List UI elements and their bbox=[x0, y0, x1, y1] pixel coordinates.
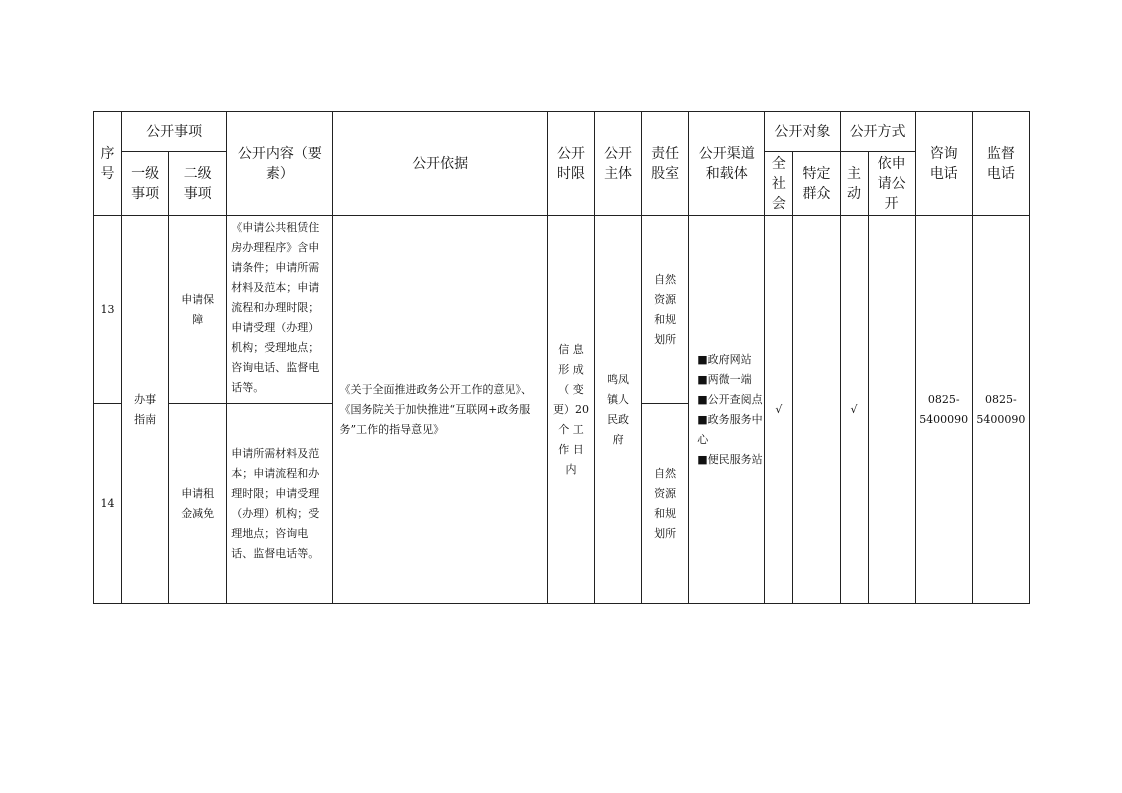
row-seq: 14 bbox=[94, 404, 122, 604]
channel-item: ■ 政务服务中心 bbox=[689, 410, 764, 450]
table-row bbox=[94, 216, 1030, 404]
square-bullet-icon bbox=[697, 353, 707, 366]
time-limit: 信 息 形 成 （ 变 更）20 个 工 作 日 内 bbox=[547, 216, 594, 604]
header-time-limit: 公开 时限 bbox=[547, 112, 594, 216]
header-content: 公开内容（要 素） bbox=[227, 112, 333, 216]
level1-item: 办事 指南 bbox=[122, 216, 169, 604]
responsible-dept: 自然 资源 和规 划所 bbox=[642, 216, 689, 404]
channel-item: ■ 政府网站 bbox=[689, 350, 764, 370]
header-channel: 公开渠道 和载体 bbox=[689, 112, 765, 216]
consult-phone: 0825-5400090 bbox=[915, 216, 972, 604]
header-level2: 二级 事项 bbox=[169, 152, 227, 216]
disclosure-content: 申请所需材料及范本；申请流程和办理时限；申请受理（办理）机构；受理地点；咨询电话、监督电话等。 bbox=[227, 404, 333, 604]
disclosure-subject: 鸣凤 镇人 民政 府 bbox=[595, 216, 642, 604]
header-items-group: 公开事项 bbox=[122, 112, 227, 152]
header-supervise-phone: 监督 电话 bbox=[972, 112, 1029, 216]
channel-item: ■ 便民服务站 bbox=[689, 450, 764, 470]
square-bullet-icon bbox=[697, 373, 707, 386]
header-seq: 序 号 bbox=[94, 112, 122, 216]
method-active-check: √ bbox=[840, 216, 868, 604]
header-dept: 责任 股室 bbox=[642, 112, 689, 216]
header-method-group: 公开方式 bbox=[840, 112, 915, 152]
method-request-check bbox=[868, 216, 915, 604]
header-method-active: 主 动 bbox=[840, 152, 868, 216]
header-target-all: 全 社 会 bbox=[765, 152, 793, 216]
header-target-group: 公开对象 bbox=[765, 112, 840, 152]
disclosure-content: 《申请公共租赁住房办理程序》含申请条件；申请所需材料及范本；申请流程和办理时限；申请受理（办理）机构；受理地点；咨询电话、监督电话等。 bbox=[227, 216, 333, 404]
header-level1: 一级 事项 bbox=[122, 152, 169, 216]
square-bullet-icon bbox=[697, 413, 707, 426]
target-specific-check bbox=[793, 216, 840, 604]
square-bullet-icon bbox=[697, 453, 707, 466]
responsible-dept: 自然 资源 和规 划所 bbox=[642, 404, 689, 604]
channel-item: ■ 两微一端 bbox=[689, 370, 764, 390]
level2-item: 申请保 障 bbox=[169, 216, 227, 404]
channel-item: ■ 公开查阅点 bbox=[689, 390, 764, 410]
header-basis: 公开依据 bbox=[333, 112, 547, 216]
target-all-check: √ bbox=[765, 216, 793, 604]
row-seq: 13 bbox=[94, 216, 122, 404]
channel-list bbox=[689, 216, 765, 604]
disclosure-table bbox=[93, 111, 1030, 604]
disclosure-basis: 《关于全面推进政务公开工作的意见》、《国务院关于加快推进“互联网+政务服务”工作的指导意见》 bbox=[333, 216, 547, 604]
level2-item: 申请租 金减免 bbox=[169, 404, 227, 604]
header-method-request: 依申 请公 开 bbox=[868, 152, 915, 216]
header-target-specific: 特定 群众 bbox=[793, 152, 840, 216]
supervise-phone: 0825-5400090 bbox=[972, 216, 1029, 604]
header-subject: 公开 主体 bbox=[595, 112, 642, 216]
header-consult-phone: 咨询 电话 bbox=[915, 112, 972, 216]
square-bullet-icon bbox=[697, 393, 707, 406]
